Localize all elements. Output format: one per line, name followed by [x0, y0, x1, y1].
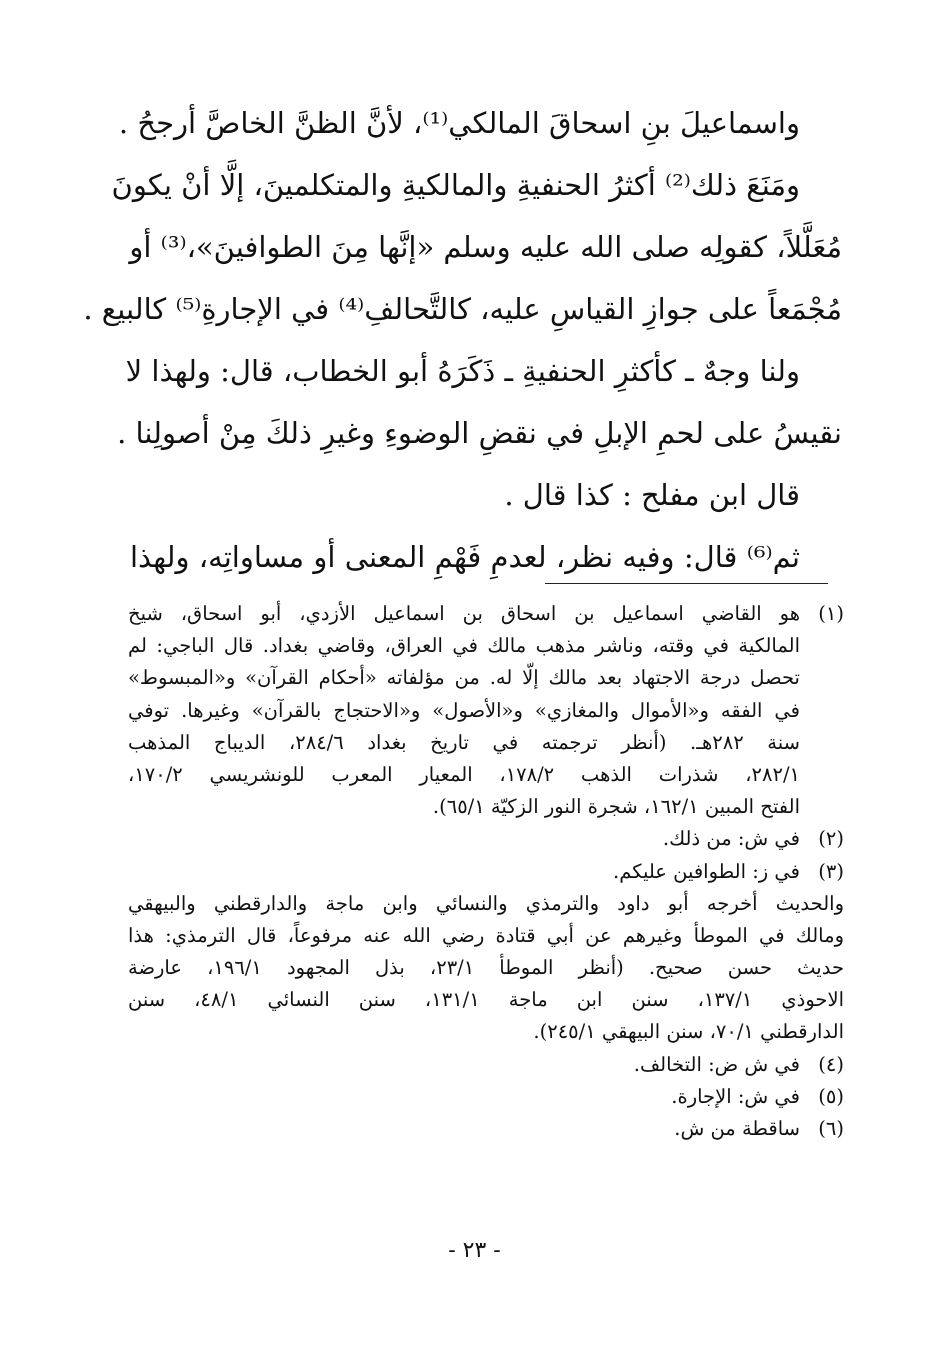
footnote-6: [128, 1113, 844, 1145]
footnote-line: الفتح المبين ١٦٢/١، شجرة النور الزكيّة ٦٥/١).: [432, 795, 800, 819]
footnote-number: (٤): [818, 1052, 844, 1076]
main-text: [83, 92, 842, 588]
body-line: واسماعيلَ بنِ اسحاقَ المالكي⁽¹⁾، لأنَّ الظنَّ الخاصَّ أرجحُ .: [118, 106, 800, 140]
body-line: ولنا وجهٌ ـ كأكثرِ الحنفيةِ ـ ذَكَرَهُ أبو الخطاب، قال: ولهذا لا: [125, 354, 800, 388]
footnote-2: [128, 823, 844, 855]
footnote-line: حديث حسن صحيح. (أنظر الموطأ ٢٣/١، بذل المجهود ١٩٦/١، عارضة: [128, 956, 845, 980]
footnote-text: في ز: الطوافين عليكم.: [613, 859, 800, 883]
footnote-number: (٦): [818, 1117, 844, 1140]
body-line: نقيسُ على لحمِ الإبلِ في نقضِ الوضوءِ وغيرِ ذلكَ مِنْ أصولِنا .: [117, 416, 842, 450]
footnote-line: تحصل درجة الاجتهاد بعد مالك إلّا له. من مؤلفاته «أحكام القرآن» و«المبسوط»: [128, 666, 800, 690]
body-line: ثم⁽⁶⁾ قال: وفيه نظر، لعدمِ فَهْمِ المعنى أو مساواتِه، ولهذا: [130, 540, 800, 574]
footnote-number: (١): [818, 602, 844, 625]
footnote-text: ساقطة من ش.: [674, 1117, 800, 1140]
footnote-line: سنة ٢٨٢هـ. (أنظر ترجمته في تاريخ بغداد ٢٨٤/٦، الديباج المذهب: [128, 730, 800, 754]
footnote-3: [128, 856, 844, 888]
page-number: - ٢٣ -: [448, 1238, 501, 1263]
footnote-line: المالكية في وقته، وناشر مذهب مالك في العراق، وقاضي بغداد. قال الباجي: لم: [128, 634, 800, 658]
footnote-5: [128, 1081, 844, 1113]
body-line: مُجْمَعاً على جوازِ القياسِ عليه، كالتَّحالفِ⁽⁴⁾ في الإجارةِ⁽⁵⁾ كالبيع .: [83, 292, 842, 326]
footnotes: [128, 598, 844, 1145]
footnote-text: في ش ض: التخالف.: [633, 1052, 800, 1076]
footnote-line: الدارقطني ٧٠/١، سنن البيهقي ٢٤٥/١).: [533, 1020, 844, 1044]
footnote-separator: [545, 583, 828, 584]
body-line: مُعَلَّلاً، كقولِه صلى الله عليه وسلم «إنَّها مِنَ الطوافينَ»،⁽³⁾ أو: [129, 230, 842, 264]
footnote-line: الاحوذي ١٣٧/١، سنن ابن ماجة ١٣١/١، سنن النسائي ٤٨/١، سنن: [128, 988, 844, 1012]
footnote-number: (٢): [818, 827, 844, 851]
footnote-line: في الفقه و«الأموال والمغازي» و«الأصول» و«الاحتجاج بالقرآن» وغيرها. توفي: [128, 698, 800, 722]
body-line: ومَنَعَ ذلك⁽²⁾ أكثرُ الحنفيةِ والمالكيةِ والمتكلمينَ، إلَّا أنْ يكونَ: [111, 168, 800, 202]
body-line: قال ابن مفلح : كذا قال .: [504, 478, 800, 512]
footnote-text: في ش: الإجارة.: [671, 1084, 800, 1108]
footnote-line: والحديث أخرجه أبو داود والترمذي والنسائي وابن ماجة والدارقطني والبيهقي: [128, 891, 844, 915]
footnote-number: (٣): [818, 859, 844, 883]
footnote-4: [128, 1049, 844, 1081]
footnote-line: ٢٨٢/١، شذرات الذهب ١٧٨/٢، المعيار المعرب للونشريسي ١٧٠/٢،: [128, 762, 801, 786]
footnote-1: [128, 598, 844, 630]
footnote-text: هو القاضي اسماعيل بن اسحاق بن اسماعيل الأزدي، أبو اسحاق، شيخ: [128, 602, 800, 625]
footnote-line: ومالك في الموطأ وغيرهم عن أبي قتادة رضي الله عنه مرفوعاً، قال الترمذي: هذا: [128, 923, 844, 947]
footnote-number: (٥): [818, 1084, 844, 1108]
footnote-text: في ش: من ذلك.: [662, 827, 800, 851]
